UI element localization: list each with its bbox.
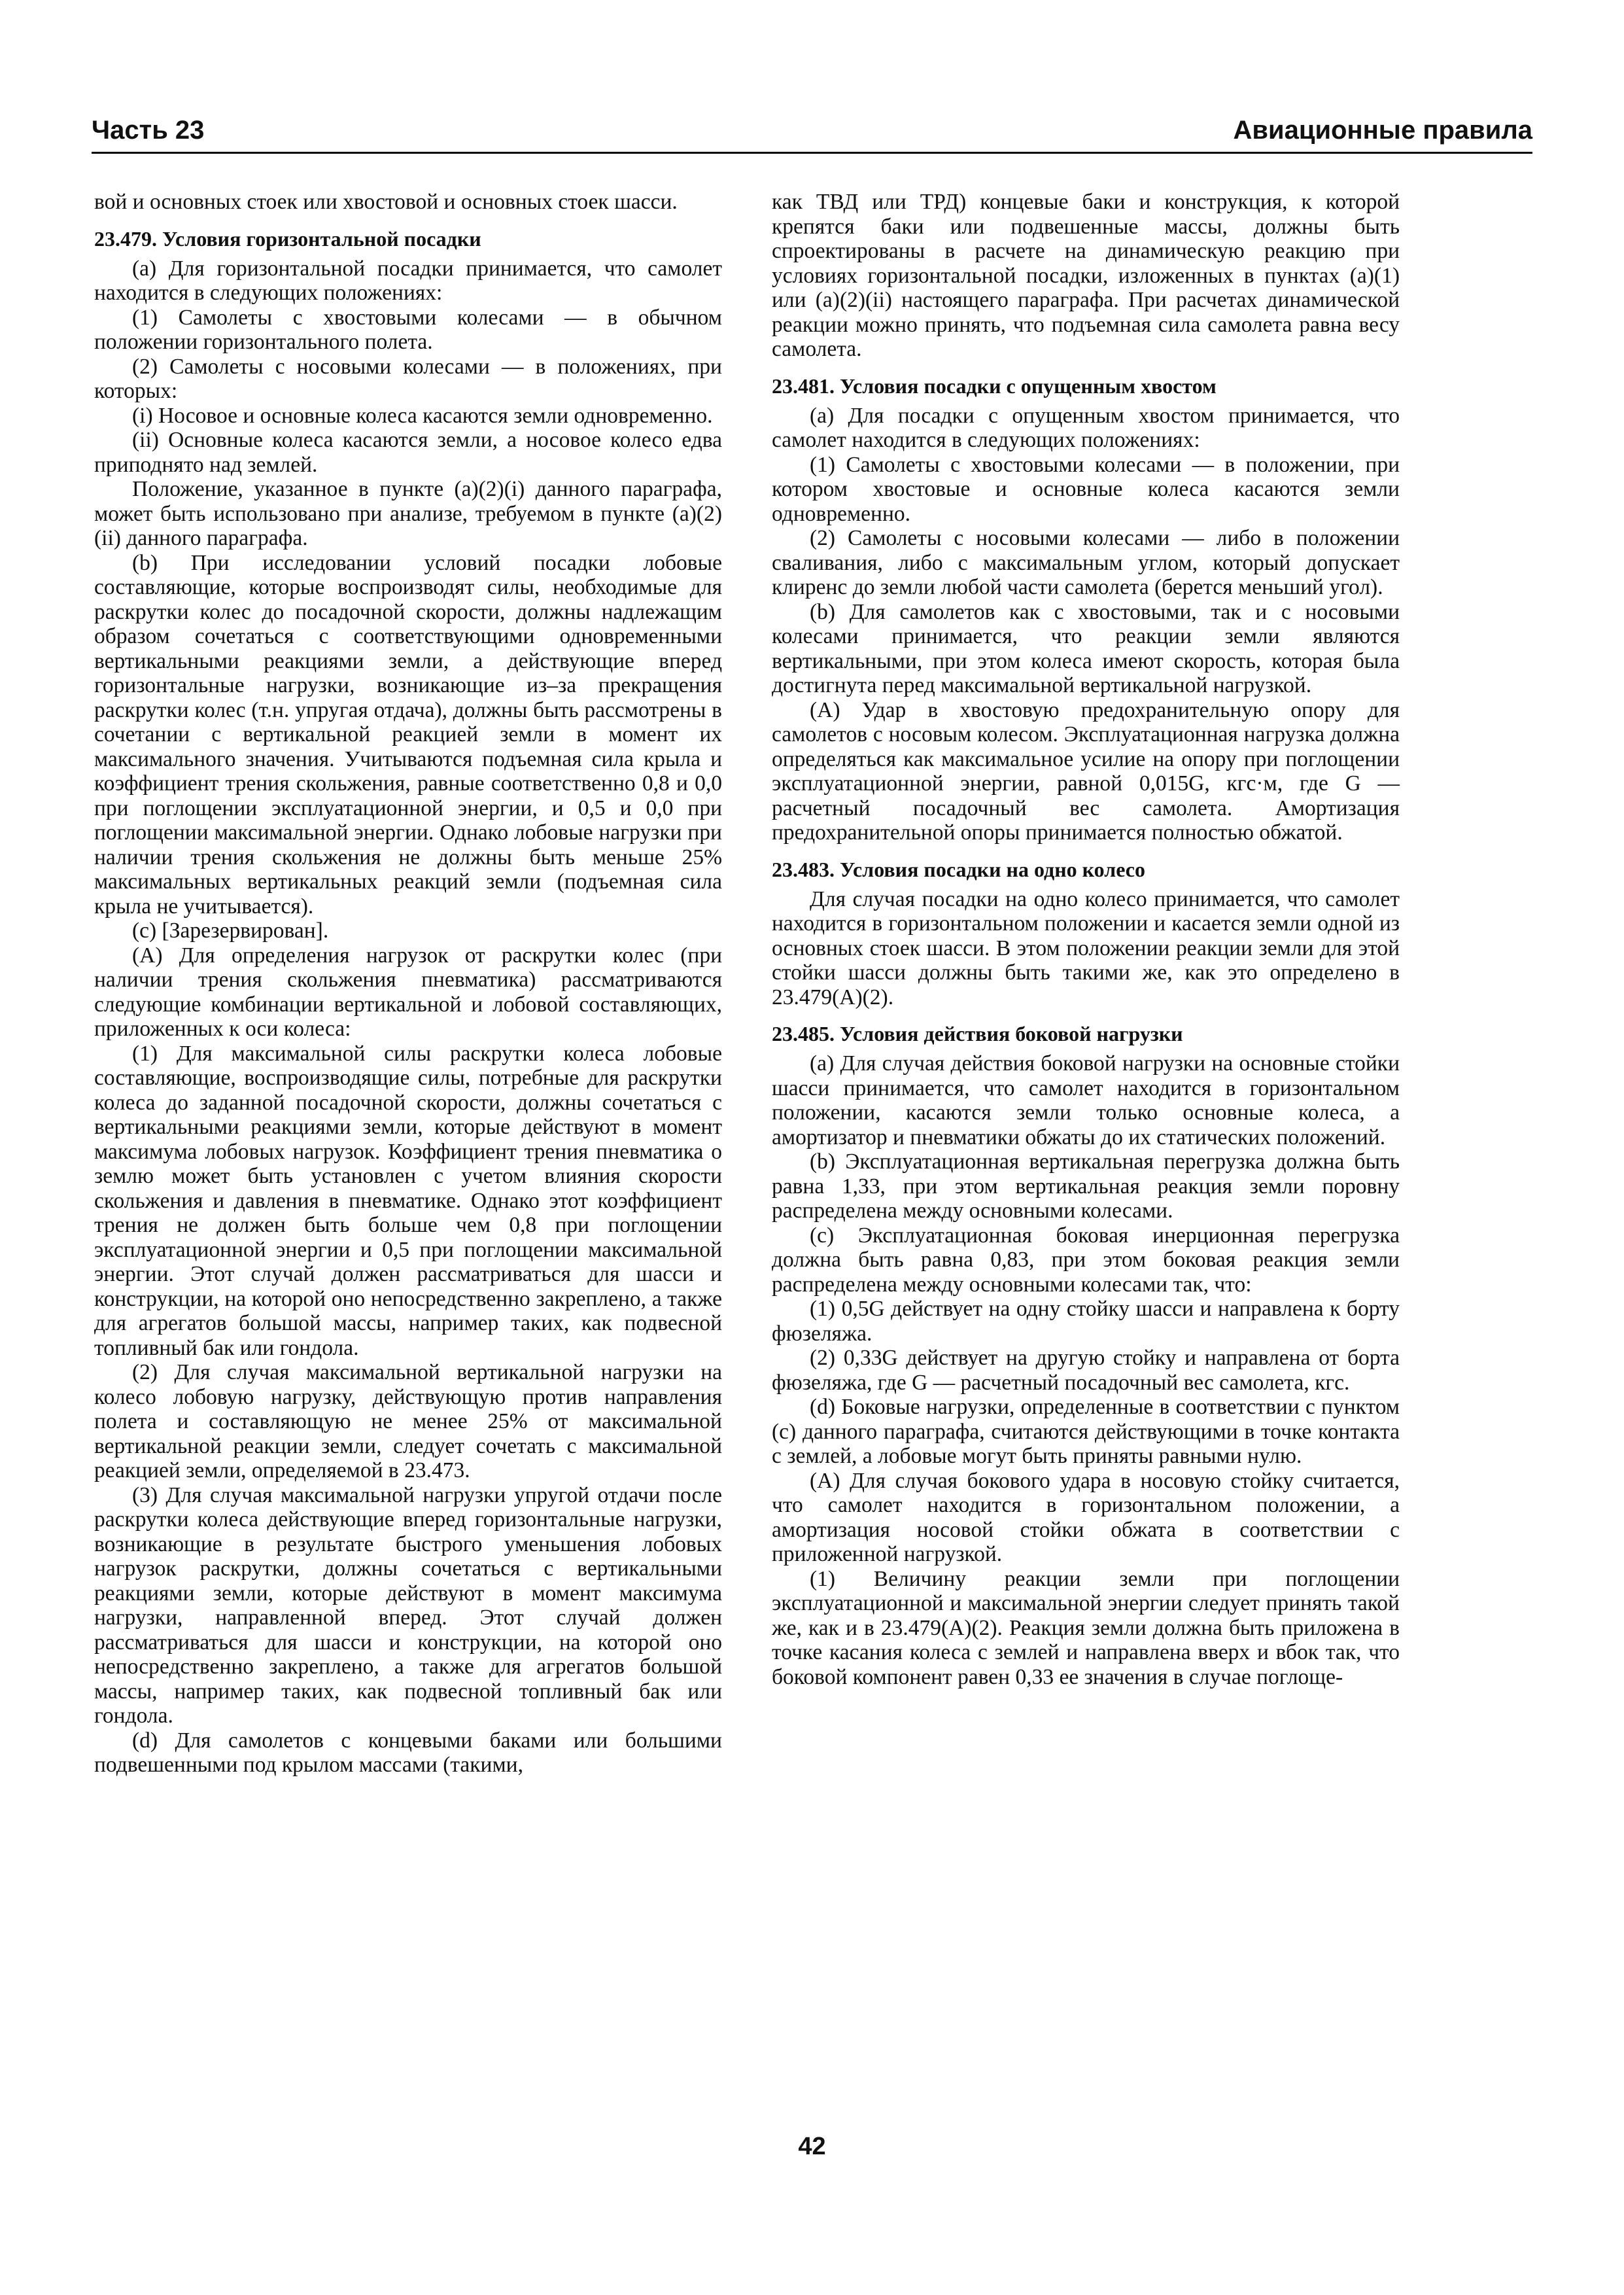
paragraph: (d) Для самолетов с концевыми баками или большими подвешенными под крылом массами (такими, [94,1728,722,1777]
paragraph: (1) Для максимальной силы раскрутки колеса лобовые составляющие, воспроизводящие силы, потребные для раскрутки колеса до заданной посадочной скорости, должны сочетаться с вертикальными реакциями земли, которые действуют в момент максимума лобовых нагрузок. Коэффициент трения пневматика о землю может быть установлен с учетом влияния скорости скольжения и давления в пневматике. Однако этот коэффициент трения не должен быть больше чем 0,8 при поглощении эксплуатационной энергии и 0,5 при поглощении максимальной энергии. Этот случай должен рассматриваться для шасси и конструкции, на которой оно непосредственно закреплено, а также для агрегатов большой массы, например таких, как подвесной топливный бак или гондола. [94,1041,722,1360]
paragraph: (1) Величину реакции земли при поглощении эксплуатационной и максимальной энергии следует принять такой же, как и в 23.479(A)(2). Реакция земли должна быть приложена в точке касания колеса с землей и направлена вверх и вбок так, что боковой компонент равен 0,33 ее значения в случае поглоще- [772,1566,1400,1689]
section-heading: 23.485. Условия действия боковой нагрузки [772,1022,1183,1045]
paragraph: (3) Для случая максимальной нагрузки упругой отдачи после раскрутки колеса действующие вперед горизонтальные нагрузки, возникающие в результате быстрого уменьшения лобовых нагрузок раскрутки, должны сочетаться с вертикальными реакциями земли, которые действуют в момент максимума нагрузки, направленной вперед. Этот случай должен рассматриваться для шасси и конструкции, на которой оно непосредственно закреплено, а также для агрегатов большой массы, например таких, как подвесной топливный бак или гондола. [94,1482,722,1728]
paragraph: (2) Для случая максимальной вертикальной нагрузки на колесо лобовую нагрузку, действующую против направления полета и составляющую не менее 25% от максимальной вертикальной реакции земли, следует сочетать с максимальной реакцией земли, определяемой в 23.473. [94,1360,722,1482]
paragraph: (ii) Основные колеса касаются земли, а носовое колесо едва приподнято над землей. [94,428,722,477]
paragraph: (1) Самолеты с хвостовыми колесами — в обычном положении горизонтального полета. [94,305,722,354]
section-heading: 23.481. Условия посадки с опущенным хвостом [772,374,1217,398]
paragraph: (b) Для самолетов как с хвостовыми, так и с носовыми колесами принимается, что реакции земли являются вертикальными, при этом колеса имеют скорость, которая была достигнута перед максимальной вертикальной нагрузкой. [772,599,1400,697]
paragraph: (1) 0,5G действует на одну стойку шасси и направлена к борту фюзеляжа. [772,1297,1400,1346]
header-part-label: Часть 23 [92,116,205,145]
paragraph: (b) Эксплуатационная вертикальная перегрузка должна быть равна 1,33, при этом вертикальная реакция земли поровну распределена между основными колесами. [772,1149,1400,1223]
paragraph: (a) Для посадки с опущенным хвостом принимается, что самолет находится в следующих положениях: [772,403,1400,452]
paragraph: Для случая посадки на одно колесо принимается, что самолет находится в горизонтальном положении и касается земли одной из основных стоек шасси. В этом положении реакции земли для этой стойки шасси должны быть такими же, как это определено в 23.479(A)(2). [772,886,1400,1009]
paragraph: (c) [Зарезервирован]. [132,919,329,943]
section-heading: 23.479. Условия горизонтальной посадки [94,226,481,251]
paragraph: (b) При исследовании условий посадки лобовые составляющие, которые воспроизводят силы, необходимые для раскрутки колес до посадочной скорости, должны надлежащим образом сочетаться с соответствующими одновременными вертикальными реакциями земли, а действующие вперед горизонтальные нагрузки, возникающие из–за прекращения раскрутки колес (т.н. упругая отдача), должны быть рассмотрены в сочетании с вертикальной реакцией земли в момент их максимального значения. Учитываются подъемная сила крыла и коэффициент трения скольжения, равные соответственно 0,8 и 0,0 при поглощении эксплуатационной энергии, и 0,5 и 0,0 при поглощении максимальной энергии. Однако лобовые нагрузки при наличии трения скольжения не должны быть меньше 25% максимальных вертикальных реакций земли (подъемная сила крыла не учитывается). [94,550,722,919]
paragraph: (a) Для случая действия боковой нагрузки на основные стойки шасси принимается, что самолет находится в горизонтальном положении, касаются земли только основные колеса, а амортизатор и пневматики обжаты до их статических положений. [772,1051,1400,1149]
paragraph: Положение, указанное в пункте (a)(2)(i) данного параграфа, может быть использовано при анализе, требуемом в пункте (a)(2)(ii) данного параграфа. [94,477,722,550]
left-column [94,190,722,1778]
section-heading: 23.483. Условия посадки на одно колесо [772,857,1145,881]
paragraph: (2) Самолеты с носовыми колесами — в положениях, при которых: [94,354,722,403]
paragraph: (2) Самолеты с носовыми колесами — либо в положении сваливания, либо с максимальным углом, который допускает клиренс до земли любой части самолета (берется меньший угол). [772,526,1400,599]
right-column [772,190,1400,1689]
paragraph: (A) Для определения нагрузок от раскрутки колес (при наличии трения скольжения пневматика) рассматриваются следующие комбинации вертикальной и лобовой составляющих, приложенных к оси колеса: [94,943,722,1041]
paragraph: (A) Для случая бокового удара в носовую стойку считается, что самолет находится в горизонтальном положении, а амортизация носовой стойки обжата в соответствии с приложенной нагрузкой. [772,1468,1400,1566]
paragraph: (d) Боковые нагрузки, определенные в соответствии с пунктом (c) данного параграфа, считаются действующими в точке контакта с землей, а лобовые могут быть приняты равными нулю. [772,1395,1400,1468]
continued-paragraph: как ТВД или ТРД) концевые баки и конструкция, к которой крепятся баки или подвешенные массы, должны быть спроектированы в расчете на динамическую реакцию при условиях горизонтальной посадки, изложенных в пунктах (a)(1) или (a)(2)(ii) настоящего параграфа. При расчетах динамической реакции можно принять, что подъемная сила самолета равна весу самолета. [772,190,1400,361]
continued-paragraph: вой и основных стоек или хвостовой и основных стоек шасси. [94,190,678,214]
page-number: 42 [798,2133,826,2160]
paragraph: (a) Для горизонтальной посадки принимается, что самолет находится в следующих положениях: [94,256,722,305]
running-header [92,105,1532,154]
paragraph: (2) 0,33G действует на другую стойку и направлена от борта фюзеляжа, где G — расчетный посадочный вес самолета, кгс. [772,1346,1400,1395]
paragraph: (c) Эксплуатационная боковая инерционная перегрузка должна быть равна 0,83, при этом боковая реакция земли распределена между основными колесами так, что: [772,1223,1400,1297]
header-document-title: Авиационные правила [1233,116,1532,145]
paragraph: (i) Носовое и основные колеса касаются земли одновременно. [132,403,713,428]
paragraph: (A) Удар в хвостовую предохранительную опору для самолетов с носовым колесом. Эксплуатационная нагрузка должна определяться как максимальное усилие на опору при поглощении эксплуатационной энергии, равной 0,015G, кгс·м, где G — расчетный посадочный вес самолета. Амортизация предохранительной опоры принимается полностью обжатой. [772,697,1400,845]
paragraph: (1) Самолеты с хвостовыми колесами — в положении, при котором хвостовые и основные колеса касаются земли одновременно. [772,452,1400,526]
